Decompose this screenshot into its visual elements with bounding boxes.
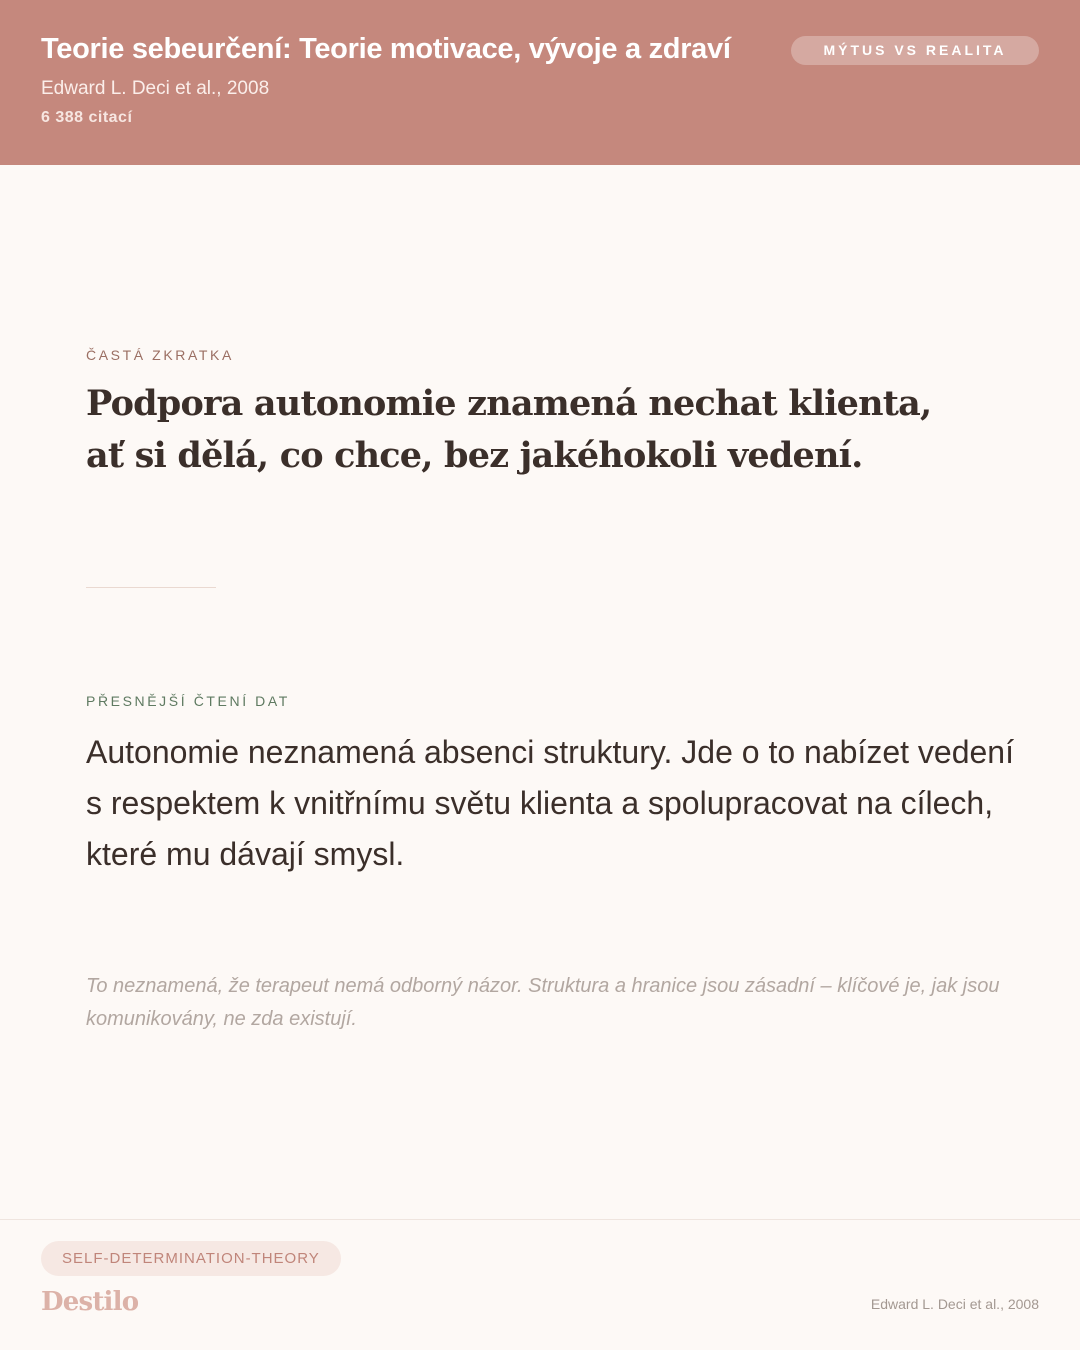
section-divider	[86, 587, 216, 588]
footer-credit: Edward L. Deci et al., 2008	[870, 1296, 1039, 1312]
brand-logo: Destilo	[41, 1287, 139, 1317]
citation-count: 6 388 citací	[41, 109, 133, 126]
footer-divider	[0, 1219, 1080, 1220]
paper-title: Teorie sebeurčení: Teorie motivace, vývoje a zdraví	[41, 33, 731, 65]
fact-label: PŘESNĚJŠÍ ČTENÍ DAT	[86, 693, 290, 709]
topic-tag[interactable]: SELF-DETERMINATION-THEORY	[41, 1241, 341, 1276]
clarification-note: To neznamená, že terapeut nemá odborný názor. Struktura a hranice jsou zásadní – klíčové je, jak jsou komunikovány, ne zda existují.	[86, 975, 1000, 1030]
paper-authors: Edward L. Deci et al., 2008	[41, 78, 270, 99]
myth-statement: Podpora autonomie znamená nechat klienta, ať si dělá, co chce, bez jakéhokoli vedení.	[86, 383, 932, 476]
fact-statement: Autonomie neznamená absenci struktury. Jde o to nabízet vedení s respektem k vnitřnímu světu klienta a spolupracovat na cílech, které mu dávají smysl.	[86, 734, 1014, 872]
header-banner	[0, 0, 1080, 165]
myth-label: ČASTÁ ZKRATKA	[86, 347, 234, 363]
format-badge: MÝTUS VS REALITA	[791, 36, 1039, 65]
